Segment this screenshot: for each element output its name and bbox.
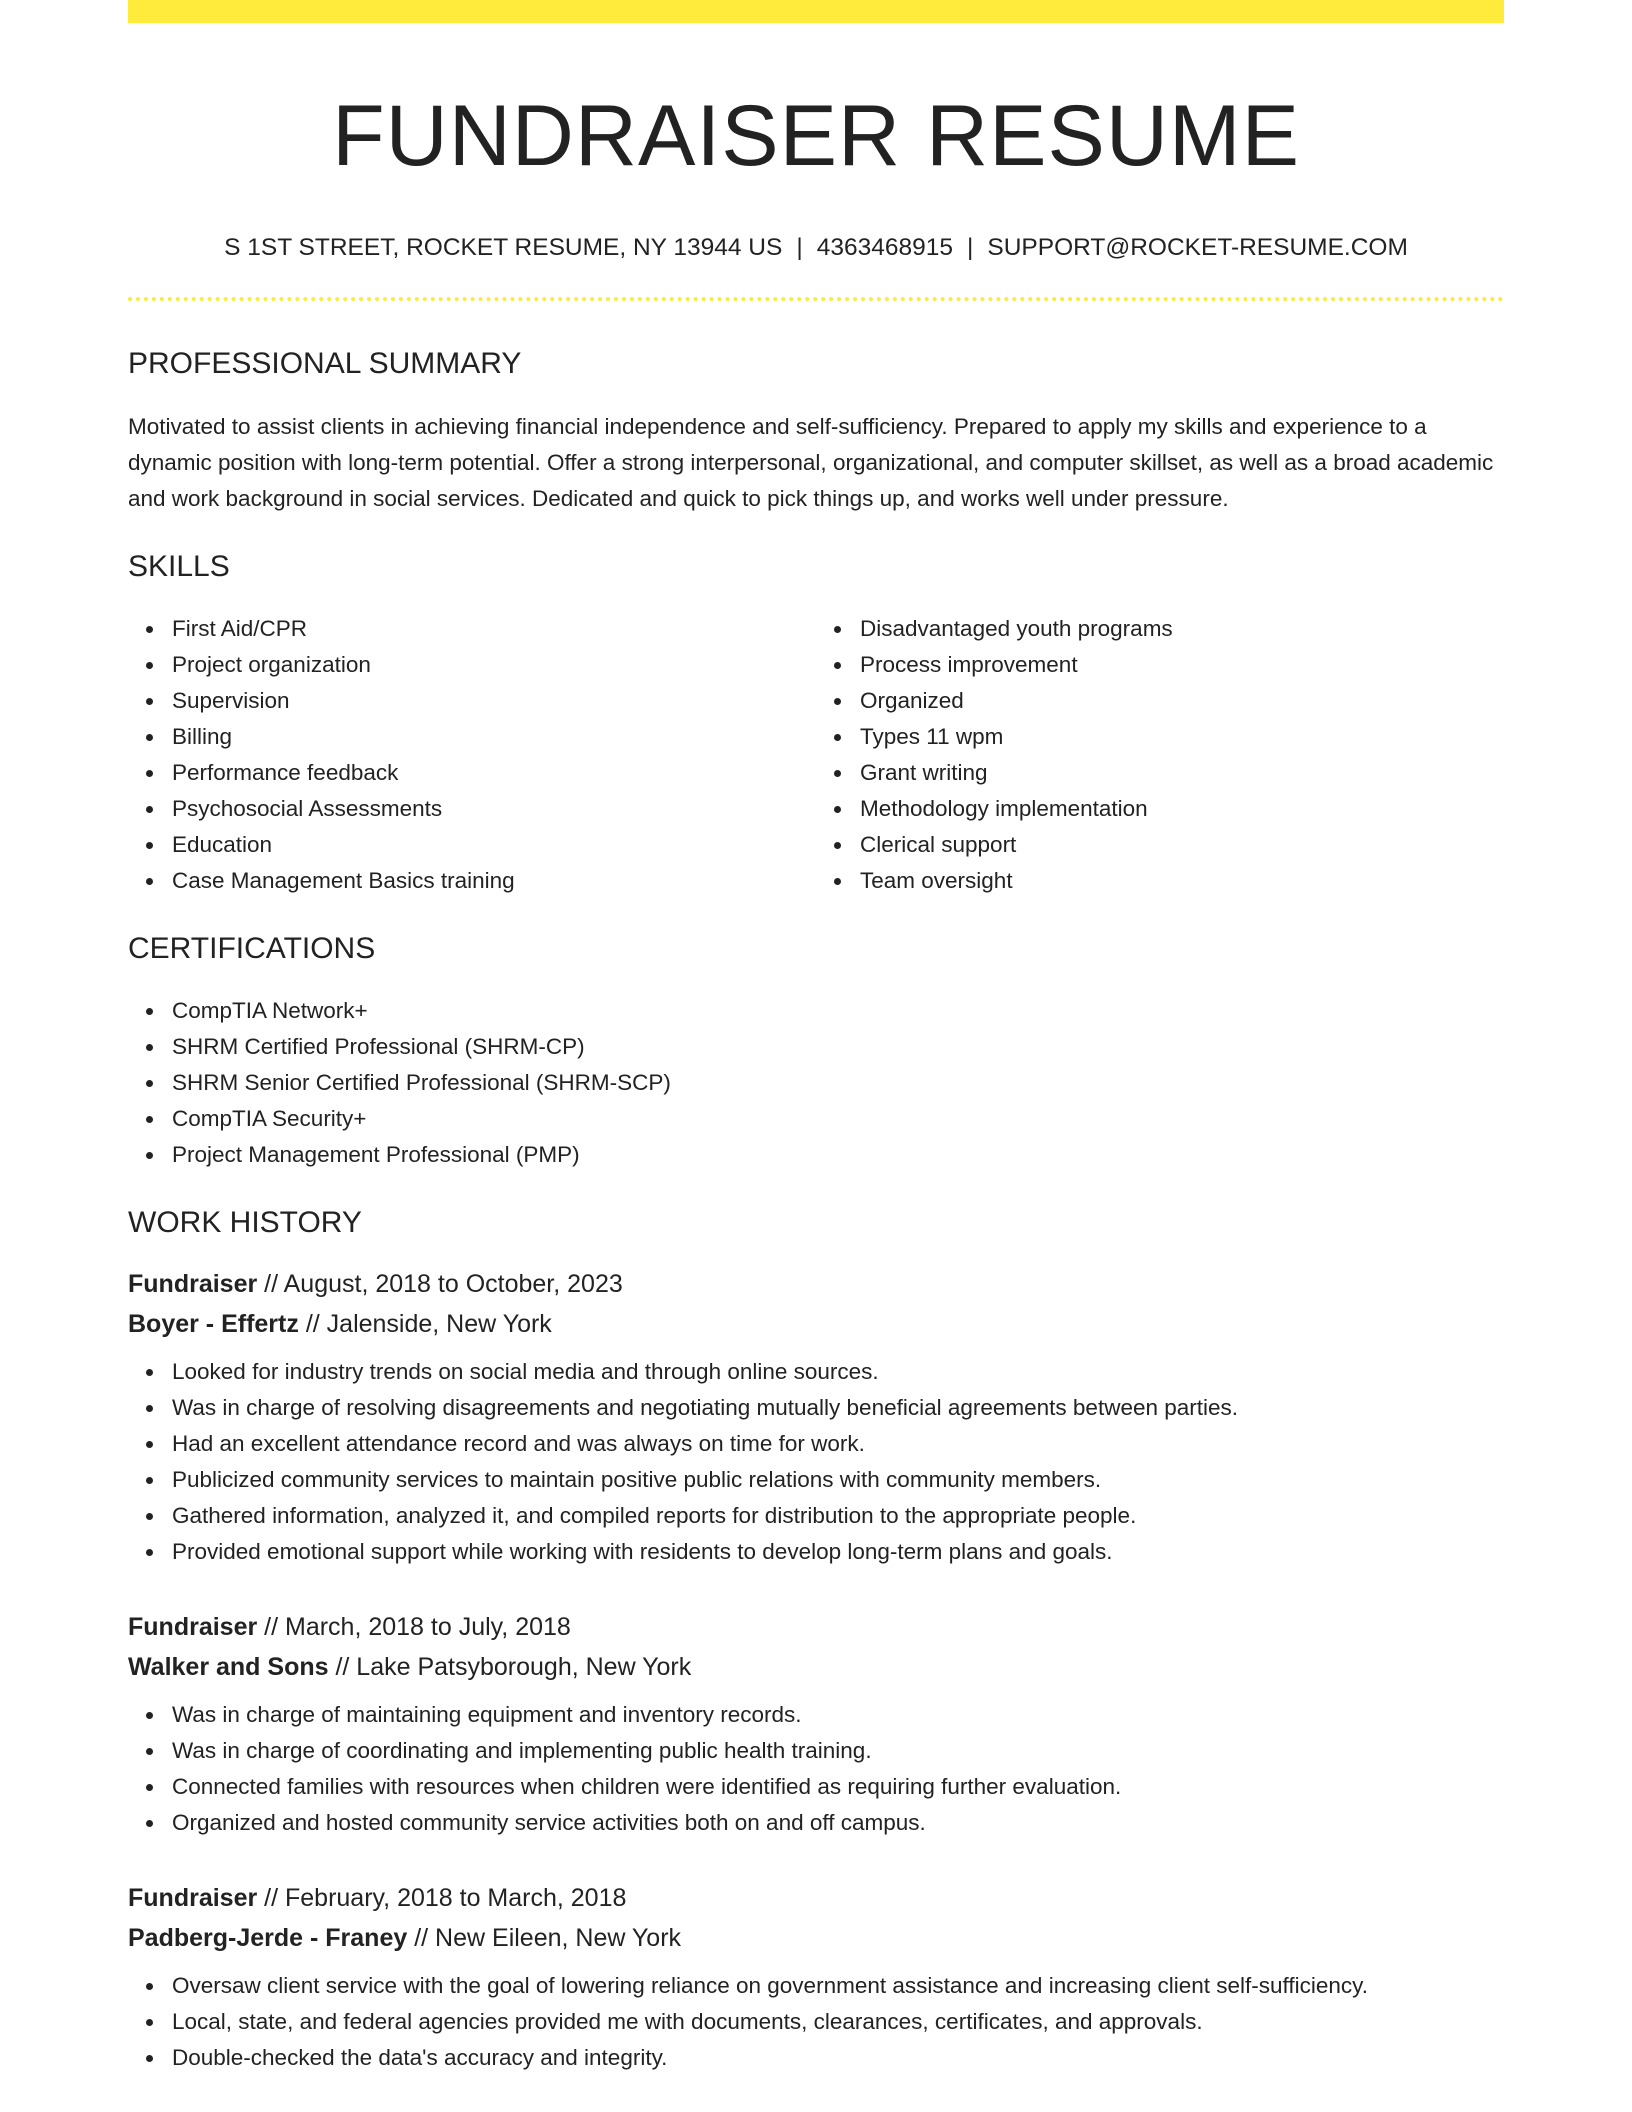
- contact-line: [128, 232, 1504, 264]
- job-duty: Publicized community services to maintain positive public relations with community members.: [172, 1462, 1504, 1498]
- job-entry: [128, 1264, 1504, 1570]
- skill-item: Supervision: [172, 683, 816, 719]
- certification-item: CompTIA Security+: [172, 1101, 1504, 1137]
- job-duty: Oversaw client service with the goal of lowering reliance on government assistance and increasing client self-sufficiency.: [172, 1968, 1504, 2004]
- job-title: Fundraiser: [128, 1270, 258, 1299]
- job-company-line: [128, 1918, 1504, 1958]
- job-title: Fundraiser: [128, 1613, 258, 1642]
- certification-item: CompTIA Network+: [172, 993, 1504, 1029]
- job-duty: Had an excellent attendance record and was always on time for work.: [172, 1426, 1504, 1462]
- job-duties-list: [128, 1354, 1504, 1570]
- summary-heading: PROFESSIONAL SUMMARY: [128, 347, 522, 381]
- skills-list-left: [128, 611, 816, 899]
- skill-item: Case Management Basics training: [172, 863, 816, 899]
- job-location: // New Eileen, New York: [414, 1924, 682, 1953]
- certification-item: SHRM Certified Professional (SHRM-CP): [172, 1029, 1504, 1065]
- job-dates: // March, 2018 to July, 2018: [264, 1613, 571, 1642]
- skill-item: Organized: [860, 683, 1504, 719]
- job-entry: [128, 1878, 1504, 2076]
- job-title-line: [128, 1264, 1504, 1304]
- certification-item: Project Management Professional (PMP): [172, 1137, 1504, 1173]
- skill-item: Types 11 wpm: [860, 719, 1504, 755]
- certification-item: SHRM Senior Certified Professional (SHRM-SCP): [172, 1065, 1504, 1101]
- skill-item: Disadvantaged youth programs: [860, 611, 1504, 647]
- job-dates: // February, 2018 to March, 2018: [264, 1884, 627, 1913]
- resume-title: FUNDRAISER RESUME: [332, 88, 1300, 184]
- contact-separator: |: [966, 234, 974, 262]
- job-location: // Lake Patsyborough, New York: [335, 1653, 692, 1682]
- job-title: Fundraiser: [128, 1884, 258, 1913]
- skill-item: First Aid/CPR: [172, 611, 816, 647]
- job-duty: Gathered information, analyzed it, and compiled reports for distribution to the appropriate people.: [172, 1498, 1504, 1534]
- job-duty: Was in charge of maintaining equipment and inventory records.: [172, 1697, 1504, 1733]
- work-history-heading: WORK HISTORY: [128, 1206, 362, 1240]
- job-duty: Organized and hosted community service activities both on and off campus.: [172, 1805, 1504, 1841]
- skill-item: Education: [172, 827, 816, 863]
- job-duties-list: [128, 1697, 1504, 1841]
- contact-address: S 1ST STREET, ROCKET RESUME, NY 13944 US: [224, 234, 783, 262]
- certifications-heading: CERTIFICATIONS: [128, 932, 376, 966]
- contact-email: SUPPORT@ROCKET-RESUME.COM: [987, 234, 1408, 262]
- job-duty: Connected families with resources when children were identified as requiring further evaluation.: [172, 1769, 1504, 1805]
- job-dates: // August, 2018 to October, 2023: [264, 1270, 623, 1299]
- skill-item: Project organization: [172, 647, 816, 683]
- dotted-divider: [128, 297, 1504, 301]
- skills-list-right: [816, 611, 1504, 899]
- skill-item: Team oversight: [860, 863, 1504, 899]
- certifications-list: [128, 993, 1504, 1173]
- contact-separator: |: [796, 234, 803, 262]
- job-duty: Double-checked the data's accuracy and integrity.: [172, 2040, 1504, 2076]
- job-duty: Looked for industry trends on social media and through online sources.: [172, 1354, 1504, 1390]
- job-duties-list: [128, 1968, 1504, 2076]
- accent-top-bar: [128, 0, 1504, 23]
- job-duty: Local, state, and federal agencies provided me with documents, clearances, certificates, and approvals.: [172, 2004, 1504, 2040]
- skill-item: Grant writing: [860, 755, 1504, 791]
- job-company-line: [128, 1304, 1504, 1344]
- resume-page: [128, 0, 1504, 2076]
- job-location: // Jalenside, New York: [305, 1310, 552, 1339]
- skill-item: Psychosocial Assessments: [172, 791, 816, 827]
- skills-columns: [128, 611, 1504, 899]
- job-company-line: [128, 1647, 1504, 1687]
- job-duty: Was in charge of coordinating and implementing public health training.: [172, 1733, 1504, 1769]
- skill-item: Performance feedback: [172, 755, 816, 791]
- skills-heading: SKILLS: [128, 550, 230, 584]
- job-duty: Was in charge of resolving disagreements and negotiating mutually beneficial agreements between parties.: [172, 1390, 1504, 1426]
- job-title-line: [128, 1607, 1504, 1647]
- job-entry: [128, 1607, 1504, 1841]
- summary-text: Motivated to assist clients in achieving financial independence and self-sufficiency. Prepared to apply my skills and experience to a dynamic position with long-term potential. Offer a strong interpersonal, organizational, and computer skillset, as well as a broad academic and work background in social services. Dedicated and quick to pick things up, and works well under pressure.: [128, 414, 1494, 512]
- skill-item: Clerical support: [860, 827, 1504, 863]
- skill-item: Methodology implementation: [860, 791, 1504, 827]
- job-company: Walker and Sons: [128, 1653, 329, 1682]
- skill-item: Billing: [172, 719, 816, 755]
- job-company: Padberg-Jerde - Franey: [128, 1924, 408, 1953]
- contact-phone: 4363468915: [816, 234, 953, 262]
- job-title-line: [128, 1878, 1504, 1918]
- job-duty: Provided emotional support while working with residents to develop long-term plans and goals.: [172, 1534, 1504, 1570]
- job-company: Boyer - Effertz: [128, 1310, 299, 1339]
- skill-item: Process improvement: [860, 647, 1504, 683]
